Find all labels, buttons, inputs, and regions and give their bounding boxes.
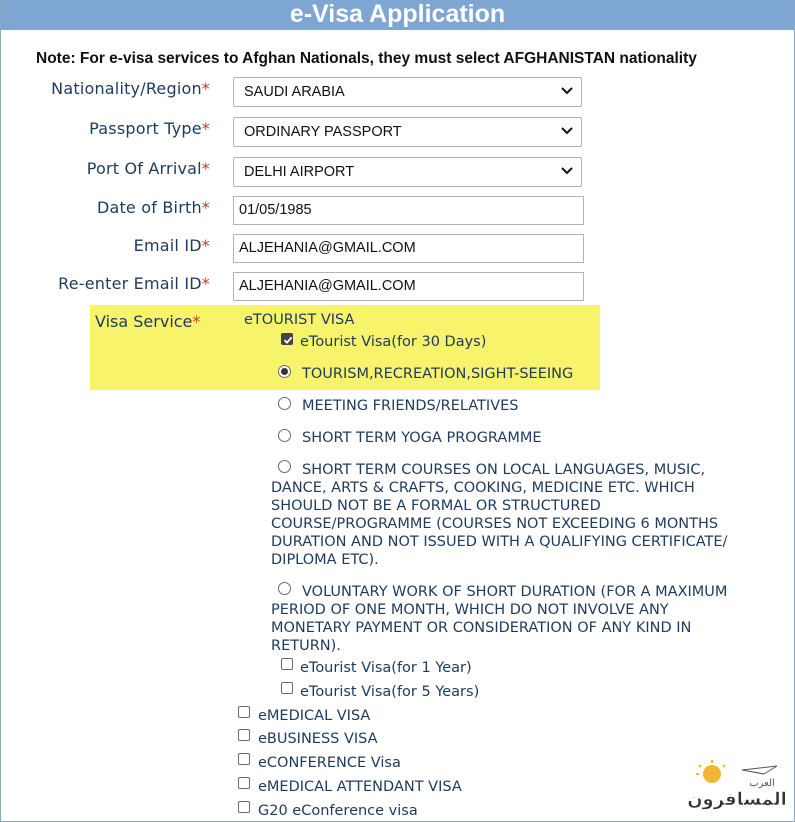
emedical-visa-label: eMEDICAL VISA bbox=[258, 708, 371, 724]
purpose-yoga-label: SHORT TERM YOGA PROGRAMME bbox=[302, 430, 542, 446]
purpose-voluntary-work-label: VOLUNTARY WORK OF SHORT DURATION (FOR A MAXIMUM PERIOD OF ONE MONTH, WHICH DO NOT INVOLVE ANY MONETARY PAYMENT OR CONSIDERATION OF ANY KIND IN RETURN). bbox=[271, 584, 728, 654]
page-title: e-Visa Application bbox=[1, 0, 794, 30]
g20-econference-visa-checkbox[interactable] bbox=[238, 801, 250, 813]
ebusiness-visa-checkbox[interactable] bbox=[238, 729, 250, 741]
afghan-nationals-note: Note: For e-visa services to Afghan Nationals, they must select AFGHANISTAN nationality bbox=[36, 50, 697, 67]
watermark-logo-icon bbox=[682, 760, 792, 820]
email-input[interactable]: ALJEHANIA@GMAIL.COM bbox=[233, 234, 584, 263]
econference-visa-label: eCONFERENCE Visa bbox=[258, 755, 401, 771]
check-icon bbox=[282, 334, 294, 346]
svg-text:العرب: العرب bbox=[749, 778, 775, 789]
etourist-30-days-checkbox[interactable] bbox=[281, 333, 293, 345]
nationality-select[interactable]: SAUDI ARABIA bbox=[233, 77, 582, 107]
purpose-yoga-radio[interactable] bbox=[278, 429, 291, 442]
econference-visa-checkbox[interactable] bbox=[238, 753, 250, 765]
etourist-30-days-label: eTourist Visa(for 30 Days) bbox=[300, 334, 487, 350]
etourist-visa-title: eTOURIST VISA bbox=[244, 312, 355, 328]
etourist-1-year-checkbox[interactable] bbox=[281, 658, 293, 670]
date-of-birth-label: Date of Birth* bbox=[96, 198, 210, 217]
passport-type-select[interactable]: ORDINARY PASSPORT bbox=[233, 117, 582, 147]
ebusiness-visa-label: eBUSINESS VISA bbox=[258, 731, 378, 747]
nationality-label: Nationality/Region* bbox=[51, 79, 210, 98]
chevron-down-icon bbox=[561, 167, 573, 175]
etourist-1-year-label: eTourist Visa(for 1 Year) bbox=[300, 660, 472, 676]
emedical-attendant-visa-checkbox[interactable] bbox=[238, 777, 250, 789]
chevron-down-icon bbox=[561, 87, 573, 95]
reenter-email-label: Re-enter Email ID* bbox=[58, 274, 210, 293]
passport-type-label: Passport Type* bbox=[89, 119, 210, 138]
emedical-visa-checkbox[interactable] bbox=[238, 706, 250, 718]
date-of-birth-input[interactable]: 01/05/1985 bbox=[233, 196, 584, 225]
purpose-tourism-radio[interactable] bbox=[278, 365, 291, 378]
etourist-5-years-label: eTourist Visa(for 5 Years) bbox=[300, 684, 480, 700]
purpose-meeting-friends-radio[interactable] bbox=[278, 397, 291, 410]
port-of-arrival-label: Port Of Arrival* bbox=[86, 159, 210, 178]
emedical-attendant-visa-label: eMEDICAL ATTENDANT VISA bbox=[258, 779, 462, 795]
g20-econference-visa-label: G20 eConference visa bbox=[258, 803, 418, 819]
svg-text:المسافرون: المسافرون bbox=[687, 789, 787, 810]
reenter-email-input[interactable]: ALJEHANIA@GMAIL.COM bbox=[233, 272, 584, 301]
port-of-arrival-select[interactable]: DELHI AIRPORT bbox=[233, 157, 582, 187]
chevron-down-icon bbox=[561, 127, 573, 135]
purpose-tourism-label: TOURISM,RECREATION,SIGHT-SEEING bbox=[302, 366, 574, 382]
visa-service-label: Visa Service* bbox=[95, 312, 201, 331]
etourist-5-years-checkbox[interactable] bbox=[281, 682, 293, 694]
purpose-meeting-friends-label: MEETING FRIENDS/RELATIVES bbox=[302, 398, 519, 414]
purpose-short-courses-label: SHORT TERM COURSES ON LOCAL LANGUAGES, MUSIC, DANCE, ARTS & CRAFTS, COOKING, MEDICINE ETC. WHICH SHOULD NOT BE A FORMAL OR STRUCTURED COURSE/PROGRAMME (COURSES NOT EXCEEDING 6 MONTHS DURATION AND NOT ISSUED WITH A QUALIFYING CERTIFICATE/ DIPLOMA ETC). bbox=[271, 462, 728, 568]
email-label: Email ID* bbox=[133, 236, 210, 255]
